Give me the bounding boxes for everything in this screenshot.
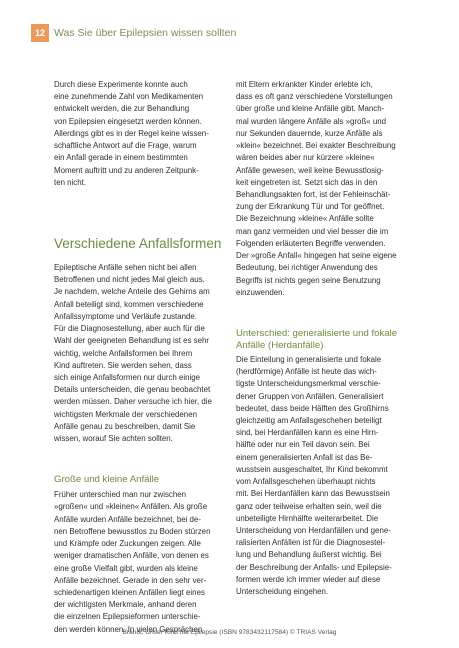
text-line: ein Anfall gerade in einem bestimmten bbox=[54, 153, 188, 163]
text-line: werden müssen. Daher versuche ich hier, die bbox=[54, 397, 212, 407]
text-line: Anfallssymptome und Verläufe zustande. bbox=[54, 311, 197, 321]
text-line: Begriffs ist nichts gegen seine Benutzung bbox=[236, 275, 381, 285]
text-line: man ganz vermeiden und viel besser die im bbox=[236, 226, 389, 236]
text-line: sind, bei Herdanfällen kann es eine Hirn- bbox=[236, 428, 379, 438]
text-line: Unterscheidung von Herdanfällen und gene- bbox=[236, 526, 391, 535]
text-line: entwickelt werden, die zur Behandlung bbox=[54, 104, 190, 114]
text-line: Epileptische Anfälle sehen nicht bei allen bbox=[54, 262, 197, 272]
text-line: keit eingetreten ist. Setzt sich das in den bbox=[236, 177, 378, 187]
text-line: (herdförmige) Anfälle ist heute das wich- bbox=[236, 367, 377, 377]
text-line: Je nachdem, welche Anteile des Gehirns am bbox=[54, 287, 210, 297]
text-line: Anfälle gewesen, weil keine Bewusstlosig- bbox=[236, 165, 384, 175]
text-line: Betroffenen und nicht jedes Mal gleich aus. bbox=[54, 275, 205, 285]
text-line: nen Betroffene bewusstlos zu Boden stürzen bbox=[54, 526, 211, 536]
text-line: Früher unterschied man nur zwischen bbox=[54, 490, 187, 500]
footer-citation: Brandl, Unser Kind hat Epilepsie (ISBN 9783432117584) © TRIAS Verlag bbox=[122, 629, 337, 636]
subheading-line: Anfälle (Herdanfälle) bbox=[236, 339, 324, 351]
text-line: Anfälle bezeichnet. Gerade in den sehr ver- bbox=[54, 575, 207, 585]
text-line: Die Bezeichnung »kleine« Anfälle sollte bbox=[236, 214, 374, 224]
text-line: Folgenden erläuterten Begriffe verwenden. bbox=[236, 238, 386, 248]
text-line: vom Anfallsgeschehen überhaupt nichts bbox=[236, 477, 376, 487]
left-paragraph-2 bbox=[54, 262, 222, 445]
text-line: wissen, worauf Sie achten sollten. bbox=[54, 434, 173, 444]
text-line: mit Eltern erkrankter Kinder erlebte ich, bbox=[236, 80, 373, 89]
text-line: Bedeutung, bei richtiger Anwendung des bbox=[236, 263, 378, 273]
text-line: Durch diese Experimente konnte auch bbox=[54, 80, 188, 89]
text-line: Für die Diagnosestellung, aber auch für die bbox=[54, 324, 205, 334]
text-line: bedeutet, dass beide Hälften des Großhirns bbox=[236, 403, 389, 413]
text-line: schaftliche Antwort auf die Frage, warum bbox=[54, 141, 197, 151]
left-paragraph-3 bbox=[54, 489, 222, 636]
text-line: den werden können. In vielen Gesprächen bbox=[54, 624, 203, 634]
text-line: wichtigsten Merkmale der verschiedenen bbox=[54, 409, 197, 419]
running-head: Was Sie über Epilepsien wissen sollten bbox=[54, 27, 237, 39]
text-line: ten nicht. bbox=[54, 177, 87, 187]
text-line: Behandlungsakten fort, ist der Fehleinschät- bbox=[236, 189, 391, 199]
text-line: Moment auftritt und zu anderen Zeitpunk- bbox=[54, 165, 199, 175]
text-line: tigste Unterscheidungsmerkmal verschie- bbox=[236, 379, 381, 389]
text-line: Der »große Anfall« hingegen hat seine eigene bbox=[236, 251, 397, 261]
text-line: unbeteiligte Hirnhälfte weiterarbeitet. Die bbox=[236, 513, 379, 523]
text-line: Anfälle genau zu beschreiben, damit Sie bbox=[54, 421, 196, 431]
text-line: wichtig, welche Anfallsformen bei Ihrem bbox=[54, 348, 193, 358]
text-line: und Krämpfe oder Zuckungen zeigen. Alle bbox=[54, 539, 201, 549]
text-line: Anfall beteiligt sind, kommen verschiedene bbox=[54, 299, 204, 309]
text-line: »großen« und »kleinen« Anfällen. Als große bbox=[54, 502, 208, 512]
text-line: ralisierten Anfällen ist für die Diagnosestel- bbox=[236, 538, 386, 548]
text-line: Die Einteilung in generalisierte und fokale bbox=[236, 354, 382, 364]
left-paragraph-1 bbox=[54, 79, 222, 189]
text-line: einem generalisierten Anfall ist das Be- bbox=[236, 452, 373, 462]
text-line: der wichtigsten Merkmale, anhand deren bbox=[54, 600, 197, 610]
text-line: eine zunehmende Zahl von Medikamenten bbox=[54, 92, 204, 102]
text-line: mit. Bei Herdanfällen kann das Bewusstsein bbox=[236, 489, 390, 499]
text-line: gleichzeitig am Anfallsgeschehen beteiligt bbox=[236, 416, 382, 426]
text-line: die einzelnen Epilepsieformen unterschie- bbox=[54, 612, 201, 622]
text-line: Details unterscheiden, die genau beobachtet bbox=[54, 385, 211, 395]
text-line: wusstsein ausgeschaltet, Ihr Kind bekommt bbox=[236, 464, 388, 474]
text-line: mal wurden längere Anfälle als »groß« und bbox=[236, 116, 387, 126]
page-header bbox=[0, 0, 459, 66]
text-line: formen werde ich immer wieder auf diese bbox=[236, 574, 381, 584]
text-line: weniger dramatischen Anfälle, von denen es bbox=[54, 551, 209, 561]
text-line: von Epilepsien eingesetzt werden können. bbox=[54, 116, 202, 126]
text-line: dass es oft ganz verschiedene Vorstellungen bbox=[236, 92, 393, 102]
right-paragraph-1 bbox=[236, 79, 404, 299]
subheading-gross-klein: Große und kleine Anfälle bbox=[54, 474, 160, 486]
text-line: über große und kleine Anfälle gibt. Manch- bbox=[236, 104, 385, 114]
text-line: lung und Behandlung äußerst wichtig. Bei bbox=[236, 550, 382, 560]
text-line: schiedenartigen kleinen Anfällen liegt eines bbox=[54, 588, 205, 597]
text-line: Wahl der geeigneten Behandlung ist es sehr bbox=[54, 336, 209, 346]
text-line: der Beschreibung der Anfalls- und Epilepsie- bbox=[236, 562, 392, 572]
text-line: nur Sekunden dauernde, kurze Anfälle als bbox=[236, 128, 383, 138]
text-line: einzuwenden. bbox=[236, 287, 285, 297]
section-heading: Verschiedene Anfallsformen bbox=[54, 235, 222, 251]
right-paragraph-2 bbox=[236, 354, 404, 598]
text-line: eine große Vielfalt gibt, wurden als kleine bbox=[54, 563, 198, 573]
text-line: sich einige Anfallsformen nur durch einige bbox=[54, 372, 201, 382]
text-line: zung der Erkrankung Tür und Tor geöffnet. bbox=[236, 202, 385, 212]
text-line: ganz oder teilweise erhalten sein, weil die bbox=[236, 501, 382, 511]
right-column bbox=[236, 79, 404, 598]
text-line: Allerdings gibt es in der Regel keine wissen- bbox=[54, 128, 209, 138]
text-line: »klein« bezeichnet. Bei exakter Beschreibung bbox=[236, 141, 396, 151]
page-number-badge: 12 bbox=[31, 24, 49, 42]
text-line: wären beides aber nur kürzere »kleine« bbox=[236, 153, 375, 163]
left-column bbox=[54, 79, 222, 636]
subheading-line: Unterschied: generalisierte und fokale bbox=[236, 327, 398, 339]
text-line: dener Gruppen von Anfällen. Generalisiert bbox=[236, 391, 384, 401]
text-line: Anfälle wurden Anfälle bezeichnet, bei de- bbox=[54, 514, 201, 524]
text-line: Unterscheidung eingehen. bbox=[236, 587, 329, 597]
subheading-generalisiert-fokal bbox=[236, 328, 404, 352]
text-line: Kind auftreten. Sie werden sehen, dass bbox=[54, 360, 192, 370]
text-line: hälfte oder nur ein Teil davon sein. Bei bbox=[236, 440, 370, 450]
